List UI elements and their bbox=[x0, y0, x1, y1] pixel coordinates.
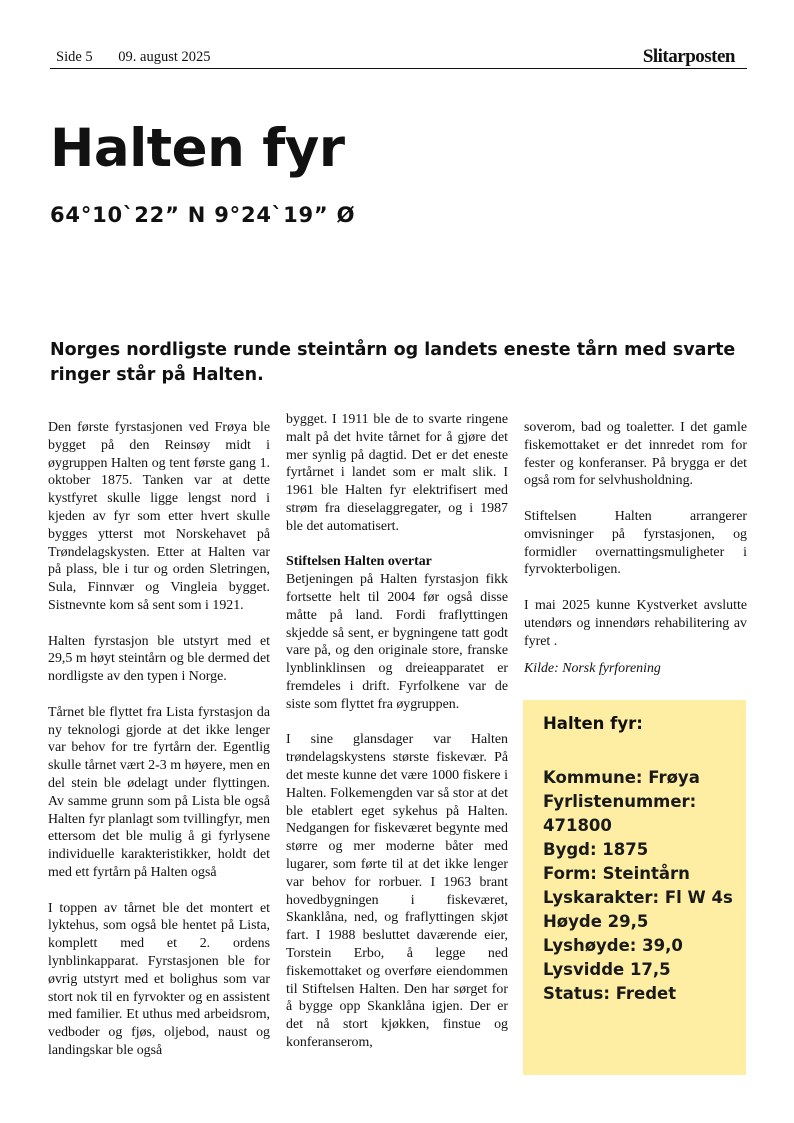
fact-line: Høyde 29,5 bbox=[543, 912, 649, 931]
body-paragraph: bygget. I 1911 ble de to svarte ringene malt på det hvite tårnet for å gjøre det mer synlig på dagtid. Det er det eneste fyrtårnet i landet som er malt slik. I 1961 ble Halten fyr elektrifisert med strøm fra dieselaggregater, og i 1987 ble det automatisert. bbox=[286, 412, 508, 534]
body-paragraph: I mai 2025 kunne Kystverket avslutte utendørs og innendørs rehabilitering av fyret . bbox=[524, 597, 747, 649]
publication-name: Slitarposten bbox=[642, 46, 735, 67]
fact-box bbox=[523, 700, 746, 1075]
page-header bbox=[50, 46, 747, 69]
lead-paragraph: Norges nordligste runde steintårn og landets eneste tårn med svarte ringer står på Halten. bbox=[50, 340, 736, 385]
body-paragraph: I sine glansdager var Halten trøndelagskystens største fiskevær. På det meste kunne det være 1000 fiskere i Halten. Folkemengden var så stor at det ble etablert eget sykehus på Halten. Nedgangen for fiskeværet begynte med større og mer moderne båter med lugarer, som førte til at det ikke lenger var behov for rorbuer. I 1963 brant hovedbygningen i fiskeværet, Skanklåna, ned, og fraflyttingen skjøt fart. I 1988 besluttet daværende eier, Torstein Erbo, å legge ned fiskemottaket og overføre eiendommen til Stiftelsen Halten. Den har sørget for å bygge opp Skanklåna igjen. Der er det nå stort kjøkken, finstue og konferanserom, bbox=[286, 732, 508, 1050]
body-paragraph: soverom, bad og toaletter. I det gamle fiskemottaket er det innredet rom for fester og konferanser. På brygga er det også rom for selvhusholdning. bbox=[524, 420, 747, 489]
page-number: Side 5 bbox=[56, 49, 93, 65]
fact-line: Lyskarakter: Fl W 4s bbox=[543, 888, 733, 907]
column-2 bbox=[286, 411, 508, 1069]
subheading: Stiftelsen Halten overtar bbox=[286, 554, 432, 570]
fact-line: Fyrlistenummer: bbox=[543, 792, 697, 811]
source-credit: Kilde: Norsk fyrforening bbox=[524, 661, 661, 677]
fact-box-title: Halten fyr: bbox=[543, 714, 643, 733]
body-paragraph: Tårnet ble flyttet fra Lista fyrstasjon da ny teknologi gjorde at det ikke lenger var behov for tre fyrtårn der. Egentlig skulle tårnet vært 2-3 m høyere, men en del stein ble ødelagt under flyttingen. Av samme grunn som på Lista ble også Halten fyr planlagt som tvillingfyr, men ettersom det ble mulig å gi fyrlysene individuelle karakteristikker, holdt det med ett fyrtårn på Halten også bbox=[48, 704, 270, 880]
fact-line: Lyshøyde: 39,0 bbox=[543, 936, 683, 955]
body-paragraph: Stiftelsen Halten arrangerer omvisninger på fyrstasjonen, og formidler overnattingsmuligheter i fyrvokterboligen. bbox=[524, 508, 747, 578]
body-paragraph: Den første fyrstasjonen ved Frøya ble bygget på den Reinsøy midt i øygruppen Halten og tent første gang 1. oktober 1875. Tanken var at dette kystfyret skulle ligge lengst nord i kjeden av fyr som etter hvert skulle bygges ytterst mot Norskehavet på Trøndelagskysten. Etter at Halten var på plass, ble i tur og orden Sletringen, Sula, Finnvær og Vingleia bygget. Sistnevnte kom så sent som i 1921. bbox=[48, 420, 270, 613]
article-title: Halten fyr bbox=[50, 118, 345, 179]
issue-date: 09. august 2025 bbox=[118, 49, 211, 65]
column-3 bbox=[524, 419, 747, 696]
fact-line: Kommune: Frøya bbox=[543, 768, 700, 787]
page-info bbox=[56, 49, 211, 66]
fact-line: Form: Steintårn bbox=[543, 864, 690, 883]
fact-line: Status: Fredet bbox=[543, 984, 677, 1003]
fact-line: 471800 bbox=[543, 816, 612, 835]
body-paragraph: Halten fyrstasjon ble utstyrt med et 29,5 m høyt steintårn og ble dermed det nordligste av den typen i Norge. bbox=[48, 633, 270, 685]
fact-line: Lysvidde 17,5 bbox=[543, 960, 671, 979]
body-paragraph: Betjeningen på Halten fyrstasjon fikk fortsette helt til 2004 før også disse måtte på land. Fordi fraflyttingen skjedde så sent, er bygningene tatt godt vare på, og den originale store, franske lynblinklinsen og dreieapparatet er fremdeles i drift. Fyrfolkene var de siste som flyttet fra øygruppen. bbox=[286, 572, 508, 712]
fact-line: Bygd: 1875 bbox=[543, 840, 649, 859]
coordinates: 64°10`22” N 9°24`19” Ø bbox=[50, 203, 356, 227]
body-paragraph: I toppen av tårnet ble det montert et lyktehus, som også ble hentet på Lista, komplett med et 2. ordens lynblinkapparat. Fyrstasjonen ble for øvrig utstyrt med et bolighus som var stort nok til en fyrvokter og en assistent med familier. Et uthus med arbeidsrom, vedboder og fjøs, oljebod, naust og landingskar ble også bbox=[48, 900, 270, 1058]
column-1 bbox=[48, 419, 270, 1077]
